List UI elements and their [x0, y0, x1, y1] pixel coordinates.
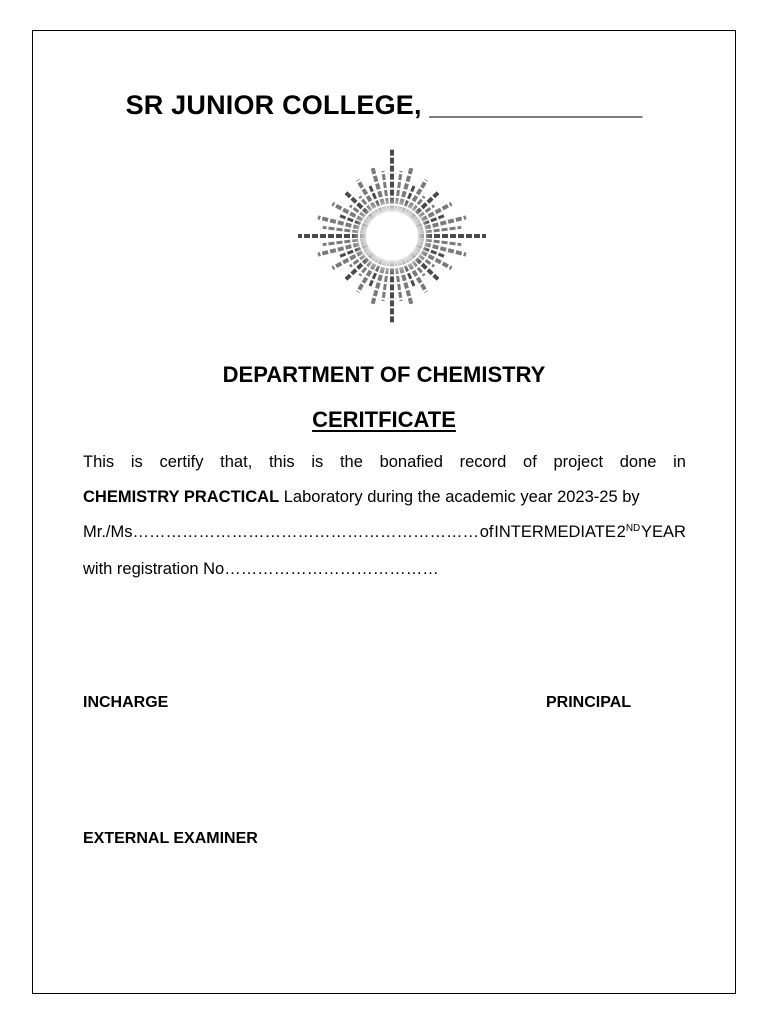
incharge-signature-label: INCHARGE	[83, 694, 169, 711]
certificate-word: project	[553, 453, 604, 471]
external-examiner-signature-label: EXTERNAL EXAMINER	[83, 830, 258, 847]
certificate-text-line-3	[83, 521, 686, 543]
certificate-word: in	[673, 453, 686, 471]
registration-number-line: with registration No…………………………………	[83, 560, 439, 578]
principal-signature-label: PRINCIPAL	[546, 694, 632, 711]
certificate-word: the	[339, 453, 363, 471]
certificate-word: bonafied	[379, 453, 443, 471]
college-title: SR JUNIOR COLLEGE, ______________	[125, 90, 643, 120]
year-ordinal	[617, 521, 641, 543]
certificate-text-line-2	[83, 486, 686, 508]
of-text: of	[479, 523, 494, 541]
certificate-word: that,	[220, 453, 253, 471]
emblem-center-glow	[352, 196, 432, 276]
certificate-text-line-1	[83, 451, 686, 473]
certificate-word: done	[619, 453, 657, 471]
certificate-word: This	[83, 453, 115, 471]
student-name-blank: Mr./Ms………………………………………………………	[83, 523, 479, 541]
subject-name: CHEMISTRY PRACTICAL	[83, 488, 280, 506]
starburst-emblem-icon	[290, 140, 494, 332]
year-number: 2	[616, 523, 626, 541]
year-text: YEAR	[641, 523, 686, 541]
year-superscript: ND	[625, 523, 641, 534]
certificate-word: this	[268, 453, 295, 471]
certificate-heading: CERITFICATE	[312, 407, 456, 432]
academic-year-text: Laboratory during the academic year 2023-25 by	[279, 488, 640, 506]
department-title: DEPARTMENT OF CHEMISTRY	[222, 362, 546, 387]
certificate-word: of	[523, 453, 537, 471]
intermediate-text: INTERMEDIATE	[494, 523, 616, 541]
certificate-word: record	[459, 453, 507, 471]
certificate-word: certify	[159, 453, 204, 471]
certificate-word: is	[311, 453, 324, 471]
certificate-word: is	[130, 453, 143, 471]
